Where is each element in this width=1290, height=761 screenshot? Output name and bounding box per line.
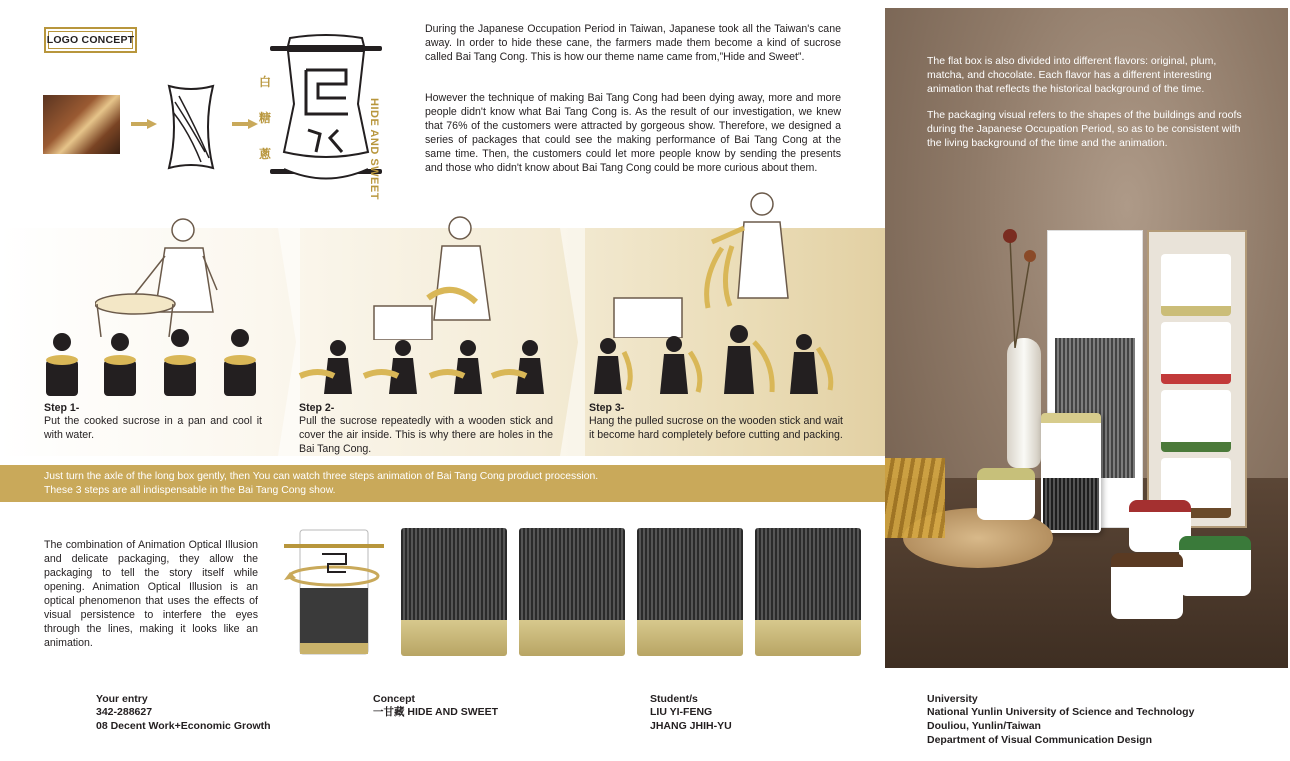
footer-students: Student/s LIU YI-FENG JHANG JHIH-YU — [650, 693, 732, 732]
footer-university: University National Yunlin University of Science and Technology Douliou, Yunlin/Taiwan Department of Visual Communication Design — [927, 693, 1195, 746]
vase — [1007, 338, 1041, 468]
step-1-text: Put the cooked sucrose in a pan and cool it with water. — [44, 415, 262, 441]
arrow-icon — [131, 119, 157, 129]
photo-paragraph-1: The flat box is also divided into different flavors: original, plum, matcha, and chocolate. Each flavor has a different interesting animation that reflects the historical background of the time. — [927, 55, 1217, 95]
candy-sketch-icon — [165, 82, 217, 172]
step1-chef-illustration — [95, 212, 245, 337]
photo-paragraph-2: The packaging visual refers to the shapes of the buildings and roofs during the Japanese Occupation Period, so as to be consistent with the living background of the time and the animation. — [927, 109, 1242, 149]
animation-paragraph: The combination of Animation Optical Illusion and delicate packaging, they allow the packaging to tell the story itself while opening. Animation Optical Illusion is an optical phenomenon that uses the effects of visual persistence to interfere the eyes through the lines, making it looks like an animation. — [44, 539, 258, 649]
intro-paragraph-2: However the technique of making Bai Tang Cong had been dying away, more and more people didn't know what Bai Tang Cong is. As the result of our investigation, we knew that 76% of the customers were attracted by gorgeous show. Therefore, we designed a series of packages that could see the making performance of Bai Tang Cong at the same time. Then, the customers could let more people know by sending the presents and those who didn't know about Bai Tang Cong could be more curious about them. — [425, 92, 841, 174]
footer-entry: Your entry 342-288627 08 Decent Work+Economic Growth — [96, 693, 271, 732]
step3-chef-illustration — [612, 188, 812, 338]
sucrose-photo — [43, 95, 120, 154]
animation-frame-2 — [519, 528, 625, 656]
product-photo — [885, 8, 1288, 668]
step-3-title: Step 3- — [589, 402, 625, 414]
step3-pictograms — [594, 322, 854, 397]
instruction-band-text: Just turn the axle of the long box gently, then You can watch three steps animation of Bai Tang Cong product procession. These 3 steps are all indispensable in the Bai Tang Cong show. — [44, 471, 599, 496]
step2-pictograms — [298, 338, 558, 398]
step-1-title: Step 1- — [44, 402, 80, 414]
step2-chef-illustration — [372, 210, 512, 340]
logo-vertical-text: HIDE AND SWEET — [368, 98, 380, 200]
arrow-icon — [232, 119, 258, 129]
step-2-title: Step 2- — [299, 402, 335, 414]
logo-concept-label: LOGO CONCEPT — [44, 27, 137, 53]
animation-frame-3 — [637, 528, 743, 656]
step-2-text: Pull the sucrose repeatedly with a wooden stick and cover the air inside. This is why there are holes in the Bai Tang Cong. — [299, 415, 553, 455]
animation-frame-1 — [401, 528, 507, 656]
logo-vertical-glyphs: 白 糖 蔥 — [258, 75, 271, 161]
flower-icon — [980, 218, 1050, 348]
animation-frame-4 — [755, 528, 861, 656]
step-3-text: Hang the pulled sucrose on the wooden stick and wait it become hard completely before cutting and packing. — [589, 415, 843, 441]
footer-concept: Concept 一甘藏 HIDE AND SWEET — [373, 693, 499, 718]
step-2 — [299, 402, 553, 456]
package-rotation-illustration — [284, 528, 384, 656]
intro-paragraph-1: During the Japanese Occupation Period in Taiwan, Japanese took all the Taiwan's cane away. In order to hide these cane, the farmers made them become a kind of sucrose called Bai Tang Cong. This is how our theme name came from,”Hide and Sweet”. — [425, 23, 841, 63]
step-1 — [44, 402, 262, 442]
step1-pictograms — [40, 328, 280, 398]
step-3 — [589, 402, 843, 442]
